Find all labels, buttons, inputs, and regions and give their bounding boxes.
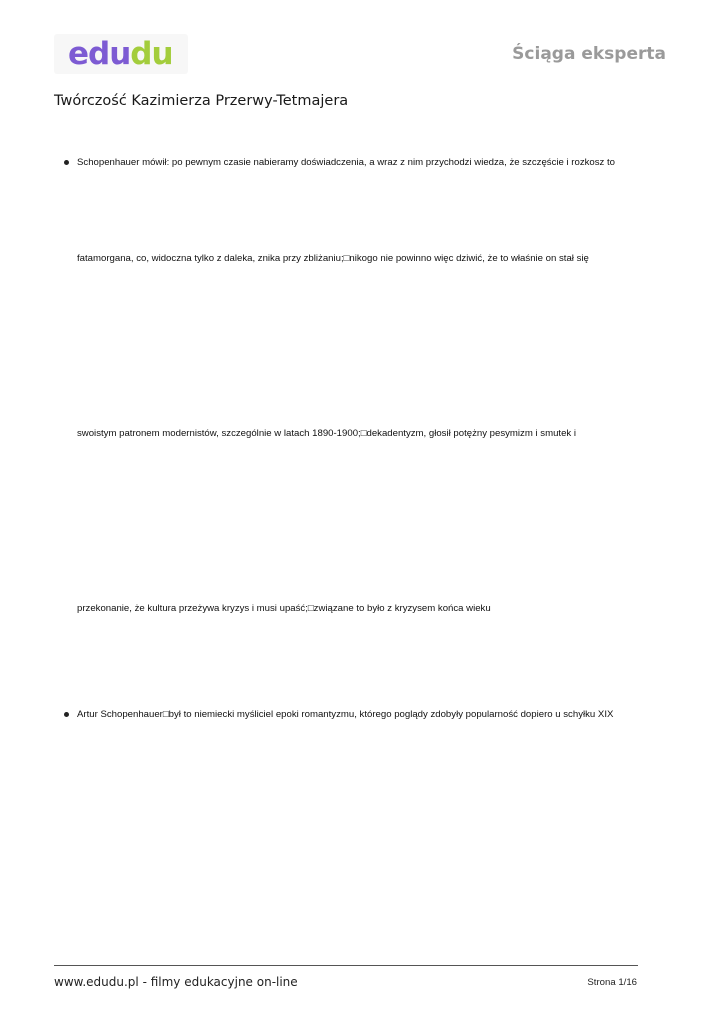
paragraph-line: przekonanie, że kultura przeżywa kryzys i musi upaść;□związane to było z kryzysem końca wieku	[77, 603, 491, 614]
bullet-icon	[64, 160, 69, 165]
paragraph-line: fatamorgana, co, widoczna tylko z daleka, znika przy zbliżaniu;□nikogo nie powinno więc dziwić, że to właśnie on stał się	[77, 253, 589, 264]
page-number: Strona 1/16	[587, 977, 637, 988]
edudu-logo	[54, 34, 188, 74]
footer-site-link[interactable]: www.edudu.pl - filmy edukacyjne on-line	[54, 975, 298, 989]
footer-divider	[54, 965, 638, 966]
bullet-icon	[64, 712, 69, 717]
header-tag: Ściąga eksperta	[512, 44, 666, 64]
paragraph-line: Artur Schopenhauer□był to niemiecki myśliciel epoki romantyzmu, którego poglądy zdobyły popularność dopiero u schyłku XIX	[77, 709, 614, 720]
page-title: Twórczość Kazimierza Przerwy-Tetmajera	[54, 93, 349, 109]
logo-part-edu: edu	[68, 36, 131, 72]
logo-part-du: du	[130, 36, 173, 72]
paragraph-line: swoistym patronem modernistów, szczególnie w latach 1890-1900;□dekadentyzm, głosił potężny pesymizm i smutek i	[77, 428, 577, 439]
paragraph-line: Schopenhauer mówił: po pewnym czasie nabieramy doświadczenia, a wraz z nim przychodzi wiedza, że szczęście i rozkosz to	[77, 157, 616, 168]
logo-wordmark	[68, 35, 173, 73]
